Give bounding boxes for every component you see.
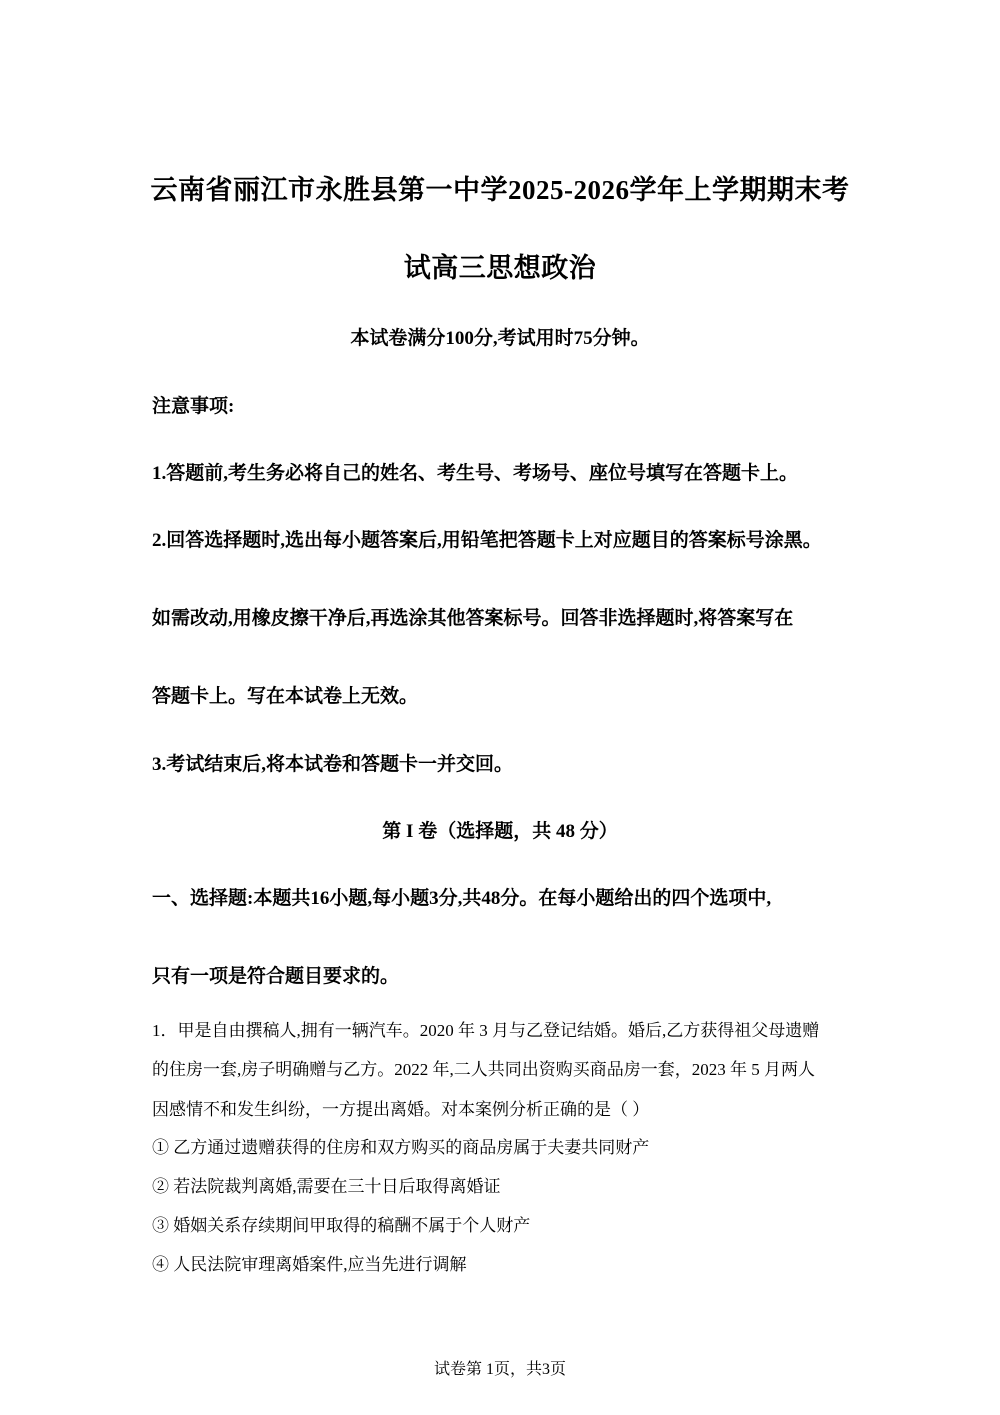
question-option-3: ③ 婚姻关系存续期间甲取得的稿酬不属于个人财产 <box>152 1216 531 1235</box>
question-option-2: ② 若法院裁判离婚,需要在三十日后取得离婚证 <box>152 1177 501 1196</box>
part-heading: 第 I 卷（选择题，共 48 分） <box>382 821 618 842</box>
question-option-1: ① 乙方通过遗赠获得的住房和双方购买的商品房属于夫妻共同财产 <box>152 1138 650 1157</box>
notice-item-1: 1.答题前,考生务必将自己的姓名、考生号、考场号、座位号填写在答题卡上。 <box>152 463 799 484</box>
notice-item-2: 2.回答选择题时,选出每小题答案后,用铅笔把答题卡上对应题目的答案标号涂黑。 <box>152 530 822 551</box>
section-heading-line-2: 只有一项是符合题目要求的。 <box>152 966 400 987</box>
question-stem-line: 的住房一套,房子明确赠与乙方。2022 年,二人共同出资购买商品房一套，2023 年 5 月两人 <box>152 1060 815 1079</box>
notice-heading: 注意事项: <box>152 396 235 417</box>
question-stem-line: 1．甲是自由撰稿人,拥有一辆汽车。2020 年 3 月与乙登记结婚。婚后,乙方获得祖父母遗赠 <box>152 1021 820 1040</box>
question-option-4: ④ 人民法院审理离婚案件,应当先进行调解 <box>152 1255 467 1274</box>
page-footer: 试卷第 1页，共3页 <box>433 1361 566 1378</box>
question-stem-line: 因感情不和发生纠纷，一方提出离婚。对本案例分析正确的是（ ） <box>152 1100 650 1119</box>
exam-title-line-2: 试高三思想政治 <box>403 253 597 283</box>
notice-item-2-end: 答题卡上。写在本试卷上无效。 <box>152 686 419 707</box>
exam-title-line-1: 云南省丽江市永胜县第一中学2025-2026学年上学期期末考 <box>150 175 850 205</box>
notice-item-3: 3.考试结束后,将本试卷和答题卡一并交回。 <box>152 754 514 775</box>
section-heading-line-1: 一、选择题:本题共16小题,每小题3分,共48分。在每小题给出的四个选项中, <box>152 888 772 909</box>
exam-subtitle: 本试卷满分100分,考试用时75分钟。 <box>350 328 650 349</box>
notice-item-2-continued: 如需改动,用橡皮擦干净后,再选涂其他答案标号。回答非选择题时,将答案写在 <box>152 608 794 629</box>
